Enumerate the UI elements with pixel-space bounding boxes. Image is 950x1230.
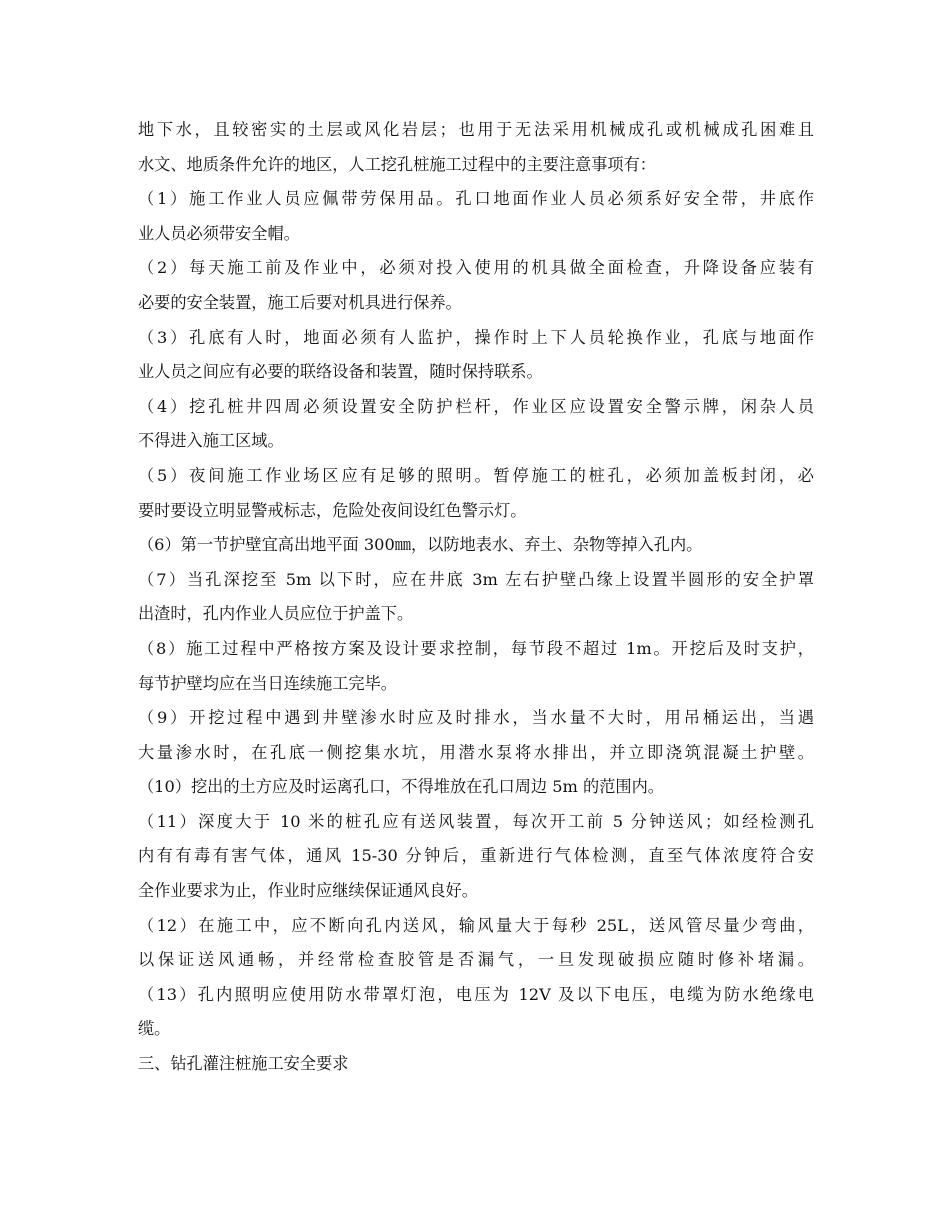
text-line: （7）当孔深挖至 5m 以下时，应在井底 3m 左右护壁凸缘上设置半圆形的安全护罩 <box>138 569 814 589</box>
document-page <box>138 113 814 1082</box>
text-line: （8）施工过程中严格按方案及设计要求控制，每节段不超过 1m。开挖后及时支护， <box>138 638 814 658</box>
text-line: 地下水，且较密实的土层或风化岩层；也用于无法采用机械成孔或机械成孔困难且 <box>138 120 814 139</box>
text-line: （2）每天施工前及作业中，必须对投入使用的机具做全面检查，升降设备应装有 <box>138 258 814 278</box>
text-line: （1）施工作业人员应佩带劳保用品。孔口地面作业人员必须系好安全带，井底作 <box>138 189 814 209</box>
text-line: 必要的安全装置，施工后要对机具进行保养。 <box>138 292 462 312</box>
text-line: 大量渗水时，在孔底一侧挖集水坑，用潜水泵将水排出，并立即浇筑混凝土护壁。 <box>138 742 814 762</box>
text-line: （9）开挖过程中遇到井壁渗水时应及时排水，当水量不大时，用吊桶运出，当遇 <box>138 708 814 728</box>
text-line: 以保证送风通畅，并经常检查胶管是否漏气，一旦发现破损应随时修补堵漏。 <box>138 950 814 970</box>
text-line: （3）孔底有人时，地面必须有人监护，操作时上下人员轮换作业，孔底与地面作 <box>138 327 814 347</box>
text-line: 不得进入施工区域。 <box>138 431 284 451</box>
text-line: （6）第一节护壁宜高出地平面 300㎜，以防地表水、弃土、杂物等掉入孔内。 <box>138 535 703 555</box>
text-line: （13）孔内照明应使用防水带罩灯泡，电压为 12V 及以下电压，电缆为防水绝缘电 <box>138 984 814 1004</box>
text-line: 业人员之间应有必要的联络设备和装置，随时保持联系。 <box>138 362 543 382</box>
text-line: 业人员必须带安全帽。 <box>138 223 300 243</box>
text-line: 全作业要求为止，作业时应继续保证通风良好。 <box>138 881 478 901</box>
text-line: （10）挖出的土方应及时运离孔口，不得堆放在孔口周边 5m 的范围内。 <box>138 777 664 797</box>
text-line: 内有有毒有害气体，通风 15-30 分钟后，重新进行气体检测，直至气体浓度符合安 <box>138 846 814 866</box>
text-line: 出渣时，孔内作业人员应位于护盖下。 <box>138 604 414 624</box>
text-line: 每节护壁均应在当日连续施工完毕。 <box>138 673 397 693</box>
text-line: （12）在施工中，应不断向孔内送风，输风量大于每秒 25L，送风管尽量少弯曲， <box>138 915 814 935</box>
text-line: （4）挖孔桩井四周必须设置安全防护栏杆，作业区应设置安全警示牌，闲杂人员 <box>138 396 814 416</box>
text-line: 缆。 <box>138 1019 171 1039</box>
text-line: 水文、地质条件允许的地区，人工挖孔桩施工过程中的主要注意事项有： <box>138 154 656 174</box>
section-heading: 三、钻孔灌注桩施工安全要求 <box>138 1054 349 1074</box>
text-line: （11）深度大于 10 米的桩孔应有送风装置，每次开工前 5 分钟送风；如经检测孔 <box>138 811 814 831</box>
text-line: （5）夜间施工作业场区应有足够的照明。暂停施工的桩孔，必须加盖板封闭，必 <box>138 465 814 485</box>
text-line: 要时要设立明显警戒标志，危险处夜间设红色警示灯。 <box>138 500 527 520</box>
